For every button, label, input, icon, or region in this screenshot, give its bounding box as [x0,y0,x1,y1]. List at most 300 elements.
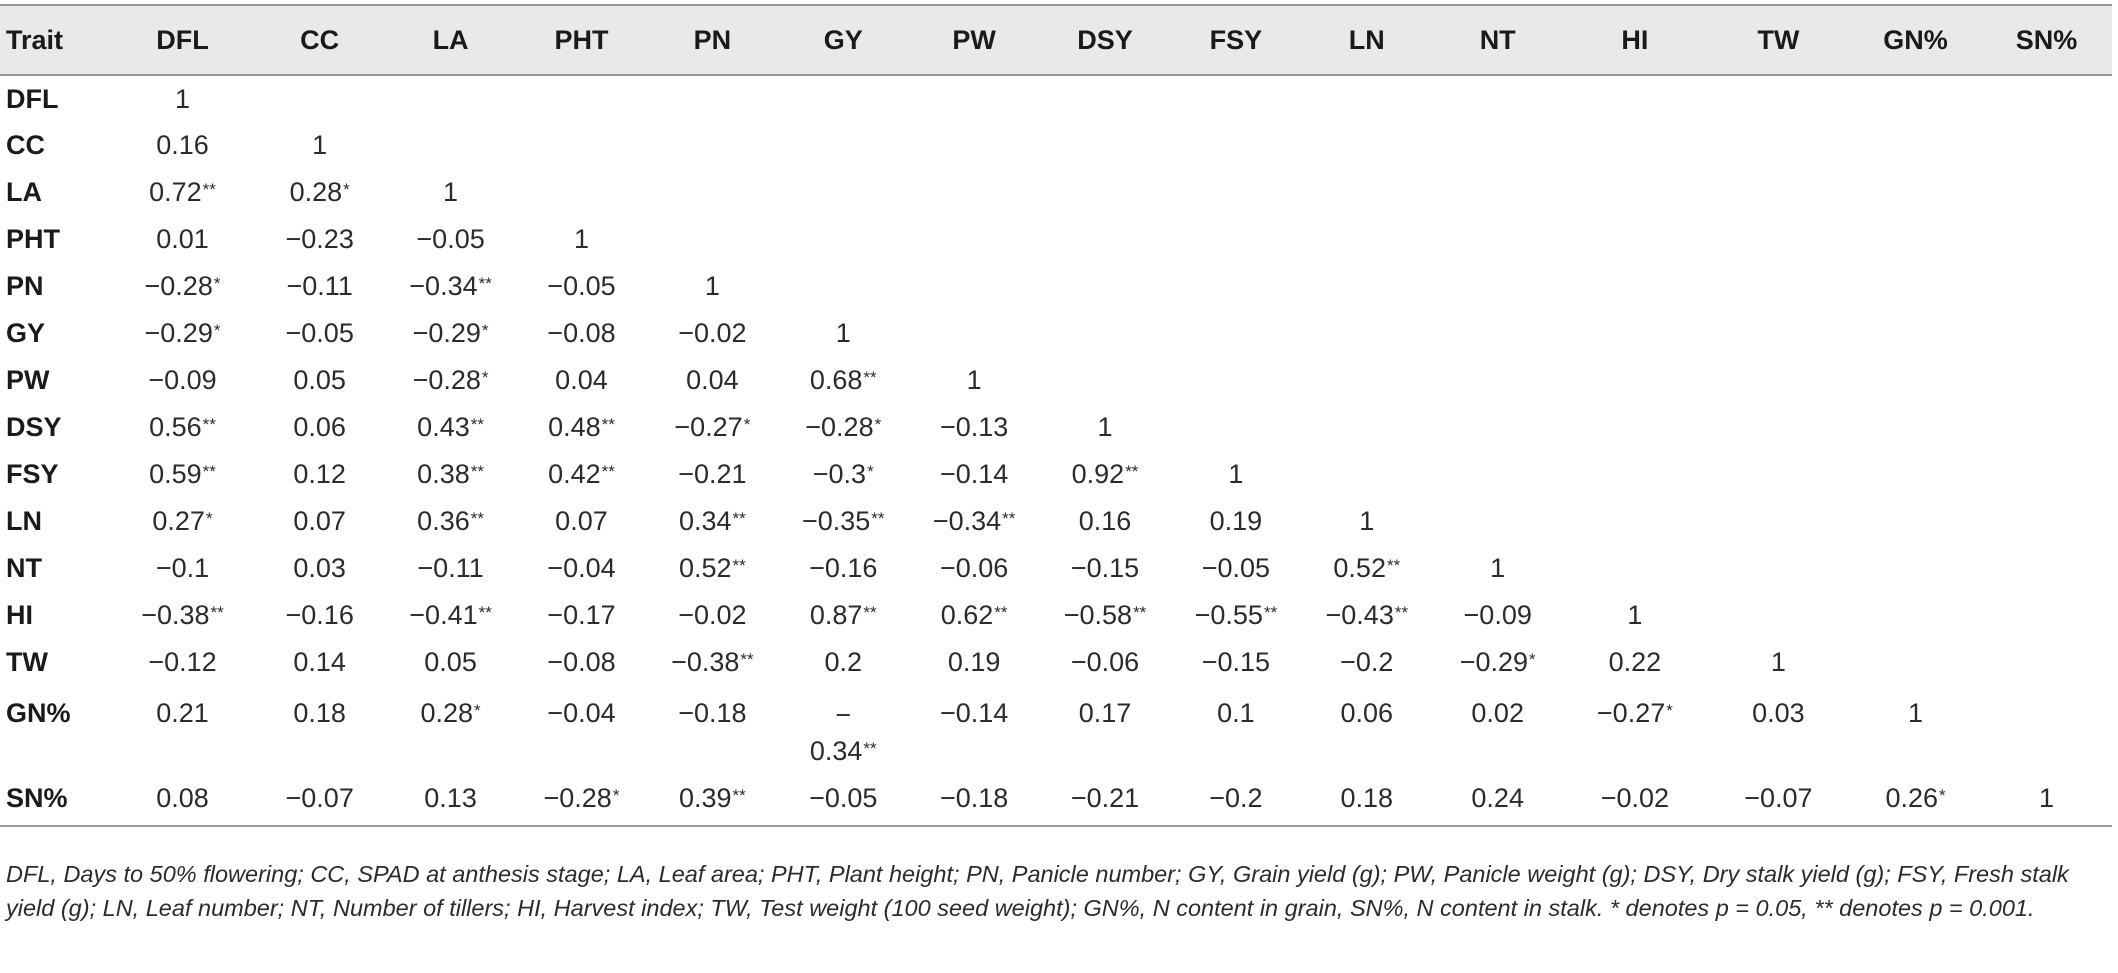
table-cell [909,75,1040,122]
cell-value: 0.03 [1752,698,1805,728]
table-cell [1563,686,1706,772]
table-cell [1707,263,1850,310]
significance-mark: * [481,368,489,387]
table-cell [1707,639,1850,686]
table-cell [647,686,778,772]
table-cell [778,498,909,545]
significance-mark: ** [1125,462,1139,481]
significance-mark: ** [740,650,754,669]
table-cell [1563,772,1706,826]
cell-value: 0.18 [293,698,346,728]
table-cell [1301,169,1432,216]
table-cell [516,639,647,686]
row-label: PN [6,271,44,301]
table-cell [1301,310,1432,357]
cell-value: 0.13 [424,783,477,813]
table-cell [1850,772,1981,826]
table-row [0,498,2112,545]
significance-mark: ** [470,509,484,528]
table-cell [1432,498,1563,545]
row-label: GN% [6,698,71,728]
significance-mark: * [474,701,481,720]
cell-value: −0.08 [547,647,616,677]
row-label: LN [6,506,42,536]
table-cell [111,75,254,122]
row-label: PW [6,365,50,395]
table-cell [385,451,516,498]
significance-mark: ** [871,509,885,528]
table-cell [1563,75,1706,122]
table-cell [778,122,909,169]
table-cell [1040,639,1171,686]
table-cell [1981,498,2112,545]
cell-value: −0.15 [1070,553,1140,583]
table-cell [111,310,254,357]
table-cell [254,169,385,216]
table-cell [1981,216,2112,263]
significance-mark: ** [1263,603,1278,622]
table-cell [1170,451,1301,498]
significance-mark: * [343,180,350,199]
cell-value: −0.27* [1596,698,1673,728]
table-cell [385,639,516,686]
table-cell [1432,216,1563,263]
table-cell [1040,216,1171,263]
table-row [0,545,2112,592]
table-cell [909,122,1040,169]
table-row [0,772,2112,826]
table-row [0,169,2112,216]
table-cell [909,686,1040,772]
cell-value: −0.13 [939,412,1009,442]
column-header: PN [647,5,778,75]
column-header: PW [909,5,1040,75]
table-cell [516,263,647,310]
table-cell [647,169,778,216]
table-cell [778,216,909,263]
table-cell [254,263,385,310]
row-label: DFL [6,83,59,114]
table-cell [1170,263,1301,310]
cell-value: 0.05 [293,365,346,395]
cell-value: −0.05 [547,271,616,301]
table-cell [1707,498,1850,545]
cell-value: 0.39** [678,783,746,813]
cell-value: 0.87** [809,600,877,630]
cell-value: −0.02 [678,600,747,630]
cell-value: −0.07 [1744,783,1813,813]
table-cell [909,592,1040,639]
cell-value: −0.28* [543,783,620,813]
significance-mark: * [213,274,221,293]
table-cell [385,686,516,772]
table-cell [1707,772,1850,826]
table-cell [1707,122,1850,169]
cell-value: 0.16 [1078,506,1132,536]
cell-value: 0.28* [420,698,481,728]
table-cell [111,451,254,498]
table-cell [1981,639,2112,686]
table-cell [778,263,909,310]
cell-value: −0.38** [141,600,224,630]
table-cell [111,122,254,169]
table-cell [1707,686,1850,772]
table-cell [909,357,1040,404]
cell-value: 0.52** [678,553,746,583]
table-cell [1850,310,1981,357]
table-cell [1850,592,1981,639]
cell-value: 1 [573,224,589,254]
cell-value: −0.23 [285,224,354,254]
column-header: FSY [1170,5,1301,75]
table-cell [1301,772,1432,826]
cell-value: 1 [1770,647,1786,677]
table-cell [516,169,647,216]
table-row [0,404,2112,451]
cell-value: −0.29* [412,318,489,348]
table-cell [1981,75,2112,122]
table-cell [778,451,909,498]
cell-value: 0.02 [1471,698,1524,728]
table-cell [254,310,385,357]
table-body [0,75,2112,826]
table-cell [385,216,516,263]
column-header: LN [1301,5,1432,75]
table-cell [254,122,385,169]
table-cell [385,498,516,545]
cell-value: −0.1 [155,553,210,583]
table-cell [1170,169,1301,216]
table-cell [1170,639,1301,686]
table-cell [1301,263,1432,310]
table-cell [647,404,778,451]
cell-value: 0.21 [156,698,209,728]
column-header: NT [1432,5,1563,75]
table-cell [1707,451,1850,498]
significance-mark: * [213,321,221,340]
cell-value: 0.43** [417,412,484,442]
cell-value: −0.2 [1340,647,1394,677]
table-cell [909,263,1040,310]
cell-value: 0.36** [417,506,484,536]
cell-value: −0.43** [1325,600,1409,630]
table-cell [516,498,647,545]
significance-mark: ** [202,415,216,434]
table-cell [1170,404,1301,451]
significance-mark: ** [202,462,216,481]
table-cell [647,592,778,639]
cell-value: −0.04 [547,553,616,583]
table-row [0,122,2112,169]
cell-value: −0.11 [286,271,353,301]
table-cell [1850,122,1981,169]
table-cell [647,451,778,498]
table-cell [1563,545,1706,592]
table-cell [778,686,909,772]
table-cell [1301,686,1432,772]
cell-value: 1 [1228,459,1244,489]
table-cell [1707,545,1850,592]
table-cell [1040,772,1171,826]
table-cell [1301,592,1432,639]
cell-value: −0.34** [409,271,492,301]
cell-value: −0.05 [416,224,485,254]
cell-value: 1 [2038,783,2055,813]
table-cell [254,592,385,639]
table-cell [1040,357,1171,404]
table-cell [1040,686,1171,772]
significance-mark: * [205,509,213,528]
cell-value: −0.14 [939,459,1009,489]
table-cell [254,357,385,404]
cell-value: −0.17 [547,600,616,630]
table-cell [1707,75,1850,122]
table-cell [1981,686,2112,772]
cell-value: −0.41** [409,600,492,630]
table-cell [1850,404,1981,451]
table-cell [1040,404,1171,451]
table-cell [111,592,254,639]
cell-value: −0.09 [1463,600,1532,630]
cell-value: −0.58** [1063,600,1147,630]
table-footnote: DFL, Days to 50% flowering; CC, SPAD at anthesis stage; LA, Leaf area; PHT, Plant height; PN, Panicle number; GY, Grain yield (g); PW, Panicle weight (g); DSY, Dry stalk yield (g); FSY, Fresh stalk yield (g); LN, Leaf number; NT, Number of tillers; HI, Harvest index; TW, Test weight (100 seed weight); GN%, N content in grain, SN%, N content in stalk. * denotes p = 0.05, ** denotes p = 0.001. [6,861,2069,921]
significance-mark: ** [863,603,877,622]
table-cell [1040,592,1171,639]
table-cell [1170,545,1301,592]
row-label: HI [6,600,33,630]
cell-value: 0.62** [940,600,1008,630]
table-cell [647,216,778,263]
table-cell [778,357,909,404]
table-cell [385,545,516,592]
cell-value: −0.02 [678,318,747,348]
table-cell [385,75,516,122]
significance-mark: ** [478,603,492,622]
column-header: GY [778,5,909,75]
table-cell [1981,772,2112,826]
table-cell [1301,357,1432,404]
column-header: LA [385,5,516,75]
row-label: FSY [6,459,59,489]
cell-value: 0.01 [156,224,209,254]
significance-mark: ** [202,180,216,199]
table-cell [1170,772,1301,826]
table-cell [1170,592,1301,639]
row-label: LA [6,177,42,207]
table-row [0,310,2112,357]
column-header: PHT [516,5,647,75]
table-cell [1850,169,1981,216]
cell-value: 0.28* [289,177,350,207]
table-cell [1563,169,1706,216]
cell-value: 1 [704,271,720,301]
cell-value: −0.38** [671,647,754,677]
column-header: HI [1563,5,1706,75]
significance-mark: ** [601,462,615,481]
significance-mark: ** [863,368,877,387]
cell-value: 0.06 [293,412,346,442]
cell-value: −0.09 [148,365,217,395]
significance-mark: * [612,786,620,805]
table-cell [516,592,647,639]
cell-value: 0.14 [293,647,346,677]
row-label: GY [6,318,46,348]
significance-mark: ** [470,462,484,481]
table-cell [1170,686,1301,772]
table-cell [647,639,778,686]
table-cell [909,498,1040,545]
table-cell [1563,357,1706,404]
cell-value: −0.11 [417,553,484,583]
table-cell [647,263,778,310]
table-cell [1040,169,1171,216]
significance-mark: * [1666,701,1673,720]
table-cell [1707,592,1850,639]
cell-value: −0.18 [678,698,747,728]
table-cell [516,451,647,498]
cell-value: 0.05 [424,647,477,677]
cell-value: 1 [174,83,190,114]
cell-value: −0.07 [285,783,354,813]
cell-value: −0.05 [1201,553,1271,583]
table-cell [1850,357,1981,404]
table-cell [1981,122,2112,169]
row-label: CC [6,130,45,160]
table-cell [647,122,778,169]
table-cell [1301,498,1432,545]
table-cell [1981,357,2112,404]
table-cell [1040,310,1171,357]
table-row [0,592,2112,639]
significance-mark: ** [732,509,746,528]
table-cell [516,122,647,169]
table-cell [1432,122,1563,169]
cell-value: 1 [312,130,328,160]
table-cell [1563,639,1706,686]
table-cell [1432,404,1563,451]
table-cell [1563,263,1706,310]
table-cell [385,310,516,357]
table-cell [647,498,778,545]
table-cell [909,216,1040,263]
cell-value: 0.92** [1071,459,1139,489]
significance-mark: ** [1394,603,1409,622]
table-cell [254,686,385,772]
table-cell [1563,592,1706,639]
cell-value: −0.16 [809,553,878,583]
cell-value: −0.06 [1070,647,1140,677]
table-cell [1170,75,1301,122]
table-cell [111,263,254,310]
table-cell [1040,263,1171,310]
cell-value: 0.19 [1209,506,1263,536]
table-row [0,216,2112,263]
table-cell [1981,169,2112,216]
significance-mark: * [743,415,751,434]
cell-value: 0.2 [824,647,863,677]
table-cell [1432,451,1563,498]
column-header: CC [254,5,385,75]
table-cell [647,310,778,357]
table-cell [1563,216,1706,263]
correlation-table [0,4,2112,827]
table-cell [1301,545,1432,592]
cell-value: 0.56** [149,412,216,442]
cell-value: 0.17 [1078,698,1132,728]
table-cell [111,498,254,545]
table-cell [1981,545,2112,592]
table-cell [516,772,647,826]
table-cell [909,310,1040,357]
table-cell [1040,545,1171,592]
table-cell [1170,216,1301,263]
table-cell [1301,122,1432,169]
table-cell [111,404,254,451]
significance-mark: ** [1002,509,1016,528]
table-cell [516,686,647,772]
cell-value: 1 [1097,412,1113,442]
table-cell [778,639,909,686]
table-cell [1170,498,1301,545]
cell-value: 0.08 [156,783,209,813]
cell-value: −0.21 [1070,783,1140,813]
significance-mark: ** [732,556,746,575]
table-cell [778,310,909,357]
significance-mark: ** [732,786,746,805]
table-cell [1850,451,1981,498]
table-cell [647,772,778,826]
significance-mark: ** [601,415,615,434]
table-cell [111,216,254,263]
table-cell [1170,357,1301,404]
table-cell [385,404,516,451]
table-cell [111,169,254,216]
table-cell [1850,686,1981,772]
table-cell [909,545,1040,592]
table-cell [1432,75,1563,122]
table-row [0,451,2112,498]
row-label: SN% [0,772,111,826]
cell-value: 0.24 [1471,783,1524,813]
significance-mark: ** [1386,556,1401,575]
table-cell [516,545,647,592]
table-cell [1301,404,1432,451]
table-cell [516,216,647,263]
table-cell [254,498,385,545]
table-cell [1563,404,1706,451]
table-cell [1040,122,1171,169]
cell-value: −0.21 [678,459,747,489]
table-cell [1432,169,1563,216]
table-cell [516,404,647,451]
table-cell [1981,310,2112,357]
cell-value: 1 [835,318,851,348]
cell-value: − 0.34** [809,700,877,766]
table-cell [1707,216,1850,263]
cell-value: −0.12 [148,647,217,677]
cell-value: 0.48** [548,412,615,442]
table-cell [385,772,516,826]
cell-value: −0.05 [285,318,354,348]
row-label: TW [6,647,48,677]
cell-value: 0.07 [555,506,608,536]
table-cell [1432,639,1563,686]
table-cell [909,169,1040,216]
table-cell [254,451,385,498]
table-cell [1707,310,1850,357]
table-cell [778,545,909,592]
table-cell [111,545,254,592]
